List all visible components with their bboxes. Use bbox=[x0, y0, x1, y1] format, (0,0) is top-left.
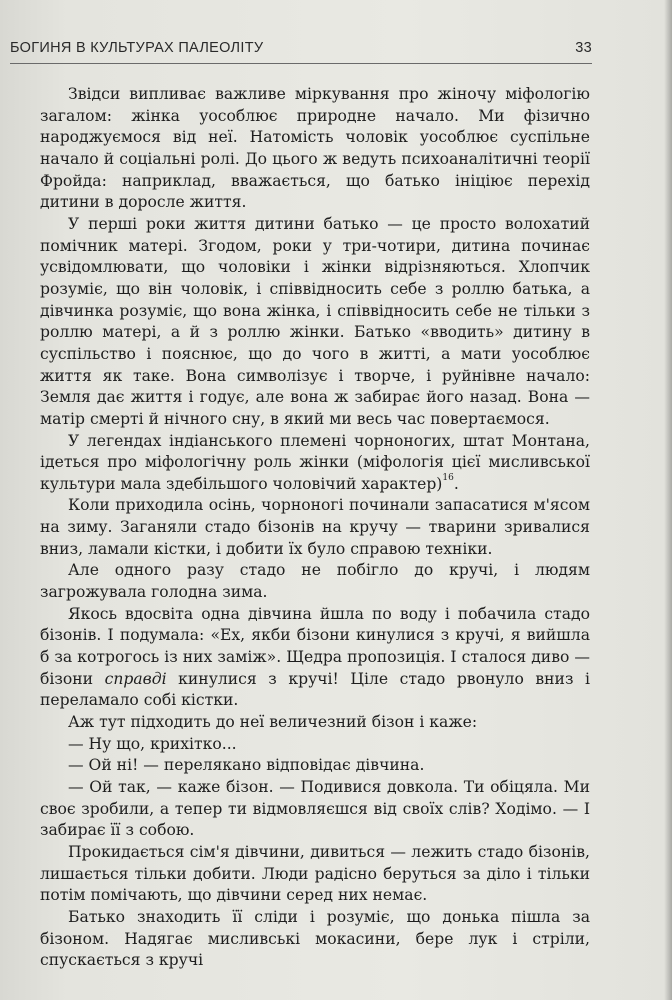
running-header bbox=[10, 40, 592, 56]
paragraph: Аж тут підходить до неї величезний бізон і каже: bbox=[68, 713, 478, 732]
footnote-marker: 16 bbox=[442, 472, 454, 483]
paragraph-text: . bbox=[453, 474, 459, 493]
header-divider bbox=[10, 63, 592, 64]
page-edge-shadow bbox=[664, 0, 672, 1000]
paragraph: Коли приходила осінь, чорноногі починали запасатися м'ясом на зиму. Заганяли стадо бізонів на кручу — тварини зривалися вниз, ламали кістки, і добити їх було справою техніки. bbox=[40, 496, 590, 558]
paragraph: Батько знаходить її сліди і розуміє, що донька пішла за бізоном. Надягає мисливські мокасини, бере лук і стріли, спускається з кручі bbox=[40, 907, 590, 970]
body-text bbox=[40, 84, 590, 972]
running-title: БОГИНЯ В КУЛЬТУРАХ ПАЛЕОЛІТУ bbox=[10, 40, 264, 56]
dialogue-line: — Ой ні! — перелякано відповідає дівчина. bbox=[68, 756, 425, 775]
paragraph-text: Якось вдосвіта одна дівчина йшла по воду і побачила стадо бізонів. І подумала: «Ех, якби бізони кинулися з кручі, я вийшла б за котрогось із них заміж». Щедра пропозиція. І сталося диво — бізони bbox=[40, 604, 590, 688]
dialogue-line: — Ой так, — каже бізон. — Подивися довкола. Ти обіцяла. Ми своє зробили, а тепер ти відмовляєшся від своїх слів? Ходімо. — І забирає її з собою. bbox=[40, 778, 590, 840]
emphasis-text: справді bbox=[104, 669, 167, 688]
paragraph: Прокидається сім'я дівчини, дивиться — лежить стадо бізонів, лишається тільки добити. Люди радісно беруться за діло і тільки потім помічають, що дівчини серед них немає. bbox=[40, 842, 590, 905]
paragraph: Звідси випливає важливе міркування про жіночу міфологію загалом: жінка уособлює природне начало. Ми фізично народжуємося від неї. Натомість чоловік уособлює суспільне начало й соціальні ролі. До цього ж ведуть психоаналітичні теорії Фройда: наприклад, вважається, що батько ініціює перехід дитини в доросле життя. bbox=[40, 85, 590, 212]
paragraph: Але одного разу стадо не побігло до кручі, і людям загрожувала голодна зима. bbox=[40, 561, 590, 602]
paragraph-text: кинулися з кручі! Ціле стадо рвонуло вниз і переламало собі кістки. bbox=[40, 669, 590, 710]
dialogue-line: — Ну що, крихітко... bbox=[68, 734, 237, 753]
paragraph bbox=[40, 431, 590, 496]
page-number: 33 bbox=[575, 40, 592, 56]
paragraph: У перші роки життя дитини батько — це просто волохатий помічник матері. Згодом, роки у три-чотири, дитина починає усвідомлювати, що чоловіки і жінки відрізняються. Хлопчик розуміє, що він чоловік, і співвідносить себе з роллю батька, а дівчинка розуміє, що вона жінка, і співвідносить себе не тільки з роллю матері, а й з роллю жінки. Батько «вводить» дитину в суспільство і пояснює, що до чого в житті, а мати уособлює життя як таке. Вона символізує і творче, і руйнівне начало: Земля дає життя і годує, але вона ж забирає його назад. Вона — матір смерті й нічного сну, в який ми весь час повертаємося. bbox=[40, 214, 590, 428]
paragraph-text: У легендах індіанського племені чорноногих, штат Монтана, ідеться про міфологічну роль жінки (міфологія цієї мисливської культури мала здебільшого чоловічий характер) bbox=[40, 431, 590, 493]
paragraph bbox=[40, 604, 590, 712]
